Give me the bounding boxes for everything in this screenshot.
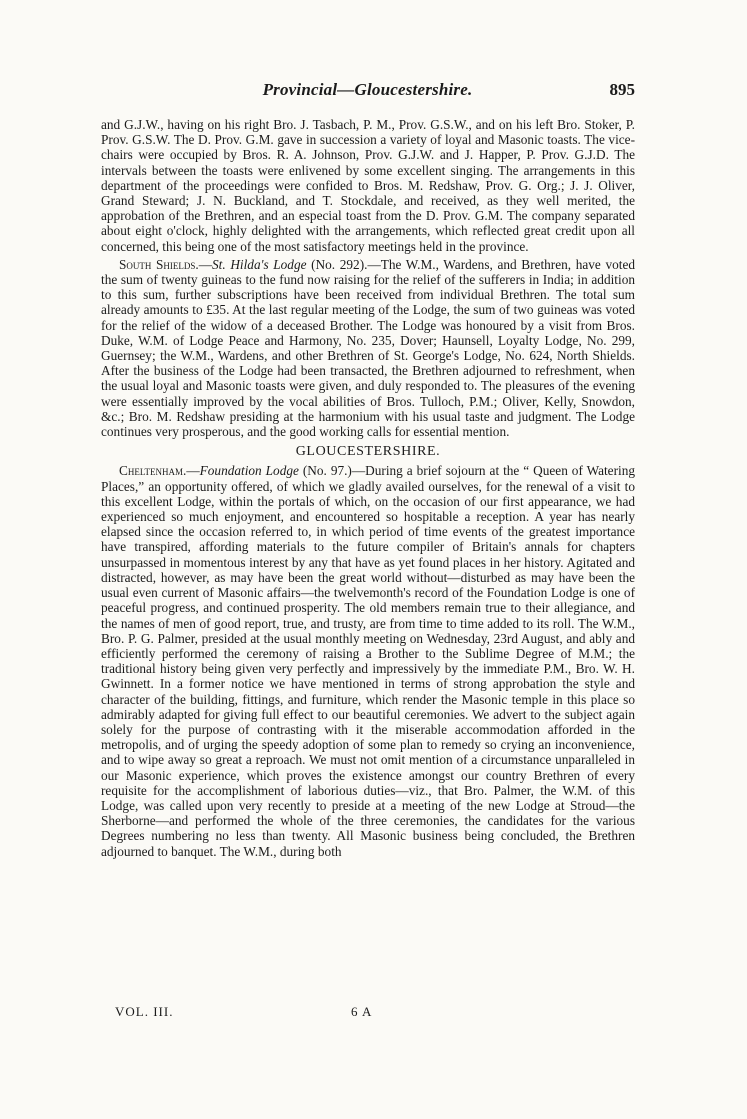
lodge-name: Foundation Lodge (199, 463, 299, 479)
paragraph-south-shields: South Shields.—St. Hilda's Lodge (No. 292).—The W.M., Wardens, and Brethren, have voted the sum of twenty guineas to the fund now raising for the relief of the sufferers in India; in addition to this sum, further subscriptions have been received from individual Brethren. The total sum already amounts to £35. At the last regular meeting of the Lodge, the sum of two guineas was voted for the relief of the widow of a deceased Brother. The Lodge was honoured by a visit from Bros. Duke, W.M. of Lodge Peace and Harmony, No. 235, Dover; Haunsell, Loyalty Lodge, No. 299, Guernsey; the W.M., Wardens, and other Brethren of St. George's Lodge, No. 624, North Shields. After the business of the Lodge had been transacted, the Brethren adjourned to refreshment, when the usual loyal and Masonic toasts were given, and duly responded to. The pleasures of the evening were essentially improved by the vocal abilities of Bros. Tulloch, P.M.; Oliver, Kelly, Snowdon, &c.; Bro. M. Redshaw presiding at the harmonium with his usual taste and judgment. The Lodge continues very prosperous, and the good working calls for essential mention. (101, 256, 635, 440)
article-body (101, 117, 635, 859)
paragraph-durham-banquet: and G.J.W., having on his right Bro. J. Tasbach, P. M., Prov. G.S.W., and on his left Bro. Stoker, P. Prov. G.S.W. The D. Prov. G.M. gave in succession a variety of loyal and Masonic toasts. The vice-chairs were occupied by Bros. R. A. Johnson, Prov. G.J.W. and J. Happer, P. Prov. G.J.D. The intervals between the toasts were enlivened by some excellent singing. The arrangements in this department of the proceedings were confided to Bros. M. Redshaw, Prov. G. Org.; J. J. Oliver, Grand Steward; J. N. Buckland, and T. Stockdale, and received, as they well merited, the approbation of the Brethren, and an especial toast from the D. Prov. G.M. The company separated about eight o'clock, highly delighted with the arrangements, which reflected great credit upon all concerned, this being one of the most satisfactory meetings held in the province. (101, 117, 635, 254)
signature-mark: 6 A (351, 1004, 373, 1019)
paragraph-cheltenham: Cheltenham.—Foundation Lodge (No. 97.)—During a brief sojourn at the “ Queen of Watering Places,” an opportunity offered, of which we gladly availed ourselves, for the renewal of a visit to this excellent Lodge, within the portals of which, on the occasion of our first appearance, we had experienced so much enjoyment, and encountered so hospitable a reception. A year has nearly elapsed since the occasion referred to, in which period of time events of the greatest importance have transpired, affording materials to the future compiler of Britain's annals for chapters unsurpassed in momentous interest by any that have as yet found places in her history. Agitated and distracted, however, as may have been the great world without—disturbed as may have been the usual even current of Masonic affairs—the twelvemonth's record of the Foundation Lodge is one of peaceful progress, and continued prosperity. The old members remain true to their allegiance, and the names of men of good report, true, and trusty, are from time to time added to its roll. The W.M., Bro. P. G. Palmer, presided at the usual monthly meeting on Wednesday, 23rd August, and ably and efficiently performed the ceremony of raising a Brother to the Sublime Degree of M.M.; the traditional history being given very perfectly and impressively by the immediate P.M., Bro. W. H. Gwinnett. In a former notice we have mentioned in terms of strong approbation the style and character of the building, fittings, and furniture, which render the Masonic temple in this place so admirably adapted for giving full effect to our beautiful ceremonies. We advert to the subject again solely for the purpose of contrasting with it the miserable accommodation afforded in the metropolis, and of urging the speedy adoption of some plan to remedy so crying an inconvenience, and to wipe away so great a reproach. We must not omit mention of a circumstance unparalleled in our Masonic experience, which proves the existence amongst our country Brethren of every requisite for the accomplishment of laborious duties—viz., that Bro. Palmer, the W.M. of this Lodge, was called upon very recently to preside at a meeting of the new Lodge at Stroud—the Sherborne—and performed the whole of the three ceremonies, the candidates for the various Degrees numbering no less than twenty. All Masonic business being concluded, the Brethren adjourned to banquet. The W.M., during both (101, 463, 635, 859)
section-heading: GLOUCESTERSHIRE. (295, 444, 441, 460)
volume-label: VOL. III. (115, 1004, 174, 1019)
paragraph-text: (No. 97.)—During a brief sojourn at the “ Queen of Watering Places,” an opportunity offered, of which we gladly availed ourselves, for the renewal of a visit to this excellent Lodge, within the portals of which, on the occasion of our first appearance, we had experienced so much enjoyment, and encountered so hospitable a reception. A year has nearly elapsed since the occasion referred to, in which period of time events of the greatest importance have transpired, affording materials to the future compiler of Britain's annals for chapters unsurpassed in momentous interest by any that have as yet found places in her history. Agitated and distracted, however, as may have been the great world without—disturbed as may have been the usual even current of Masonic affairs—the twelvemonth's record of the Foundation Lodge is one of peaceful progress, and continued prosperity. The old members remain true to their allegiance, and the names of men of good report, true, and trusty, are from time to time added to its roll. The W.M., Bro. P. G. Palmer, presided at the usual monthly meeting on Wednesday, 23rd August, and ably and efficiently performed the ceremony of raising a Brother to the Sublime Degree of M.M.; the traditional history being given very perfectly and impressively by the immediate P.M., Bro. W. H. Gwinnett. In a former notice we have mentioned in terms of strong approbation the style and character of the building, fittings, and furniture, which render the Masonic temple in this place so admirably adapted for giving full effect to our beautiful ceremonies. We advert to the subject again solely for the purpose of contrasting with it the miserable accommodation afforded in the metropolis, and of urging the speedy adoption of some plan to remedy so crying an inconvenience, and to wipe away so great a reproach. We must not omit mention of a circumstance unparalleled in our Masonic experience, which proves the existence amongst our country Brethren of every requisite for the accomplishment of laborious duties—viz., that Bro. Palmer, the W.M. of this Lodge, was called upon very recently to preside at a meeting of the new Lodge at Stroud—the Sherborne—and performed the whole of the three ceremonies, the candidates for the various Degrees numbering no less than twenty. All Masonic business being concluded, the Brethren adjourned to banquet. The W.M., during both (101, 463, 635, 859)
page-header (100, 80, 635, 102)
page-footer (115, 1004, 515, 1022)
place-name: Cheltenham. (119, 463, 187, 479)
page-number: 895 (609, 80, 635, 99)
running-title: Provincial—Gloucestershire. (262, 80, 473, 99)
paragraph-text: (No. 292).—The W.M., Wardens, and Brethren, have voted the sum of twenty guineas to the fund now raising for the relief of the sufferers in India; in addition to this sum, further subscriptions have been received from individual Brethren. The total sum already amounts to £35. At the last regular meeting of the Lodge, the sum of two guineas was voted for the relief of the widow of a deceased Brother. The Lodge was honoured by a visit from Bros. Duke, W.M. of Lodge Peace and Harmony, No. 235, Dover; Haunsell, Loyalty Lodge, No. 299, Guernsey; the W.M., Wardens, and other Brethren of St. George's Lodge, No. 624, North Shields. After the business of the Lodge had been transacted, the Brethren adjourned to refreshment, when the usual loyal and Masonic toasts were given, and duly responded to. The pleasures of the evening were essentially improved by the vocal abilities of Bros. Tulloch, P.M.; Oliver, Kelly, Snowdon, &c.; Bro. M. Redshaw presiding at the harmonium with his usual taste and judgment. The Lodge continues very prosperous, and the good working calls for essential mention. (101, 256, 635, 440)
lodge-name: St. Hilda's Lodge (212, 256, 307, 272)
place-name: South Shields. (119, 256, 199, 272)
